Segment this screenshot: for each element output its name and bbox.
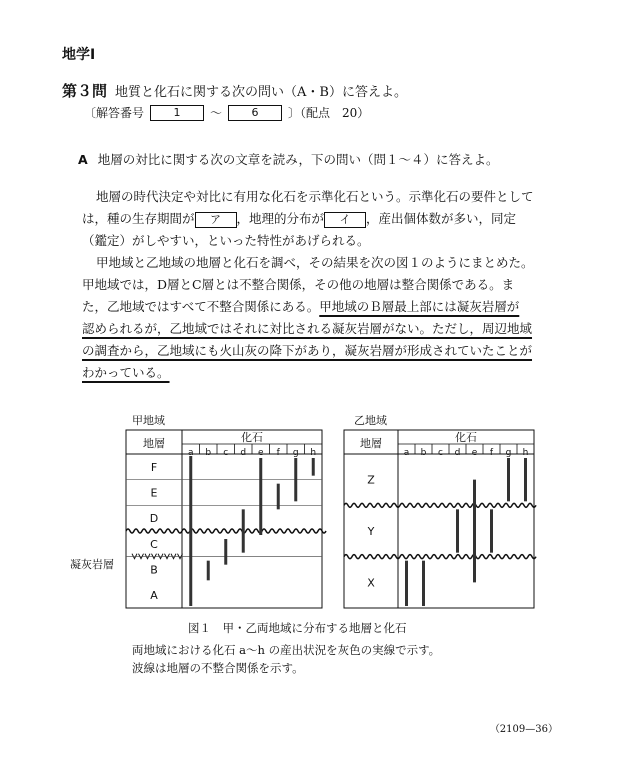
fossil-letter-h: h xyxy=(310,448,317,458)
part-a-instruction: 地層の対比に関する次の文章を読み，下の問い（問１〜４）に答えよ。 xyxy=(97,152,499,167)
underlined-text: 認められるが，乙地域ではそれに対比される凝灰岩層がない。ただし，周辺地域 xyxy=(82,321,533,336)
tuff-mark xyxy=(139,554,144,559)
passage-line: （鑑定）がしやすい，といった特性があげられる。 xyxy=(82,233,370,248)
fossil-column-header: 化石 xyxy=(241,431,263,444)
stratum-label-E: E xyxy=(150,486,158,500)
unconformity-wavy-line xyxy=(126,529,326,533)
stratum-label-Z: Z xyxy=(367,473,375,487)
figure-caption: 図１ 甲・乙両地域に分布する地層と化石 xyxy=(188,621,407,635)
fossil-letter-h: h xyxy=(522,448,529,458)
left-region-title: 甲地域 xyxy=(132,414,165,427)
underlined-text: わかっている。 xyxy=(82,365,170,380)
tuff-mark xyxy=(132,554,137,559)
strata-column-header: 地層 xyxy=(143,437,165,450)
figure-note-2: 波線は地層の不整合関係を示す。 xyxy=(132,661,304,675)
blank-a-box: ア xyxy=(195,212,237,228)
right-strata-table xyxy=(344,430,536,608)
passage-text: は，種の生存期間が xyxy=(82,211,195,226)
tuff-label: 凝灰岩層 xyxy=(70,558,114,571)
fossil-letter-b: b xyxy=(205,448,212,458)
tuff-mark xyxy=(145,554,150,559)
passage-line: 甲地域では，D層とC層とは不整合関係，その他の地層は整合関係である。ま xyxy=(82,277,515,292)
question-number: 第３問 xyxy=(62,82,108,100)
tuff-mark xyxy=(158,554,163,559)
fossil-letter-b: b xyxy=(420,448,427,458)
unconformity-wavy-line xyxy=(344,555,536,559)
fossil-letter-g: g xyxy=(505,448,512,458)
fossil-letter-g: g xyxy=(292,448,299,458)
tuff-mark xyxy=(171,554,176,559)
fossil-letter-a: a xyxy=(187,448,194,458)
passage-line: 甲地域と乙地域の地層と化石を調べ，その結果を次の図１のようにまとめた。 xyxy=(96,255,534,270)
right-region-title: 乙地域 xyxy=(354,414,387,427)
fossil-letter-f: f xyxy=(489,448,494,458)
unconformity-wavy-line xyxy=(344,503,536,507)
part-a-label: A xyxy=(78,152,88,167)
fossil-letter-f: f xyxy=(276,448,280,458)
fossil-letter-d: d xyxy=(454,448,461,458)
stratum-label-D: D xyxy=(149,512,159,526)
strata-column-header: 地層 xyxy=(360,437,382,450)
blank-i-box: イ xyxy=(324,212,366,228)
left-strata-table xyxy=(126,430,326,608)
stratum-label-Y: Y xyxy=(367,525,375,538)
stratum-label-A: A xyxy=(150,589,158,603)
underlined-text: 甲地域のＢ層最上部には凝灰岩層が xyxy=(319,299,520,314)
passage-line: 地層の時代決定や対比に有用な化石を示準化石という。示準化石の要件として xyxy=(96,189,534,204)
answer-suffix: 〕（配点 20） xyxy=(288,106,370,120)
stratum-label-F: F xyxy=(150,460,158,474)
underlined-text: の調査から，乙地域にも火山灰の降下があり，凝灰岩層が形成されていたことが xyxy=(82,343,533,358)
fossil-letter-c: c xyxy=(223,448,229,458)
answer-box-start: 1 xyxy=(150,105,204,121)
fossil-column-header: 化石 xyxy=(455,431,477,444)
stratum-label-B: B xyxy=(150,563,158,577)
fossil-letter-e: e xyxy=(471,448,478,458)
passage-text: ，地理的分布が xyxy=(236,211,325,226)
figure-note-1: 両地域における化石 a〜h の産出状況を灰色の実線で示す。 xyxy=(132,643,441,657)
fossil-letter-e: e xyxy=(257,448,264,458)
answer-tilde: 〜 xyxy=(210,106,223,120)
page-footer: （2109—36） xyxy=(489,724,558,735)
stratum-label-C: C xyxy=(150,537,158,551)
tuff-mark xyxy=(165,554,170,559)
answer-prefix: 〔解答番号 xyxy=(84,106,145,120)
fossil-letter-c: c xyxy=(438,448,443,458)
question-prompt: 地質と化石に関する次の問い（A・B）に答えよ。 xyxy=(115,85,407,100)
stratum-label-X: X xyxy=(367,576,375,590)
subject-title: 地学Ⅰ xyxy=(62,47,96,63)
fossil-letter-a: a xyxy=(403,448,410,458)
answer-box-end: 6 xyxy=(228,105,282,121)
fossil-letter-d: d xyxy=(240,448,247,458)
tuff-mark xyxy=(152,554,157,559)
passage-text: た，乙地域ではすべて不整合関係にある。 xyxy=(82,299,320,314)
passage-text: ，産出個体数が多い，同定 xyxy=(366,211,517,226)
